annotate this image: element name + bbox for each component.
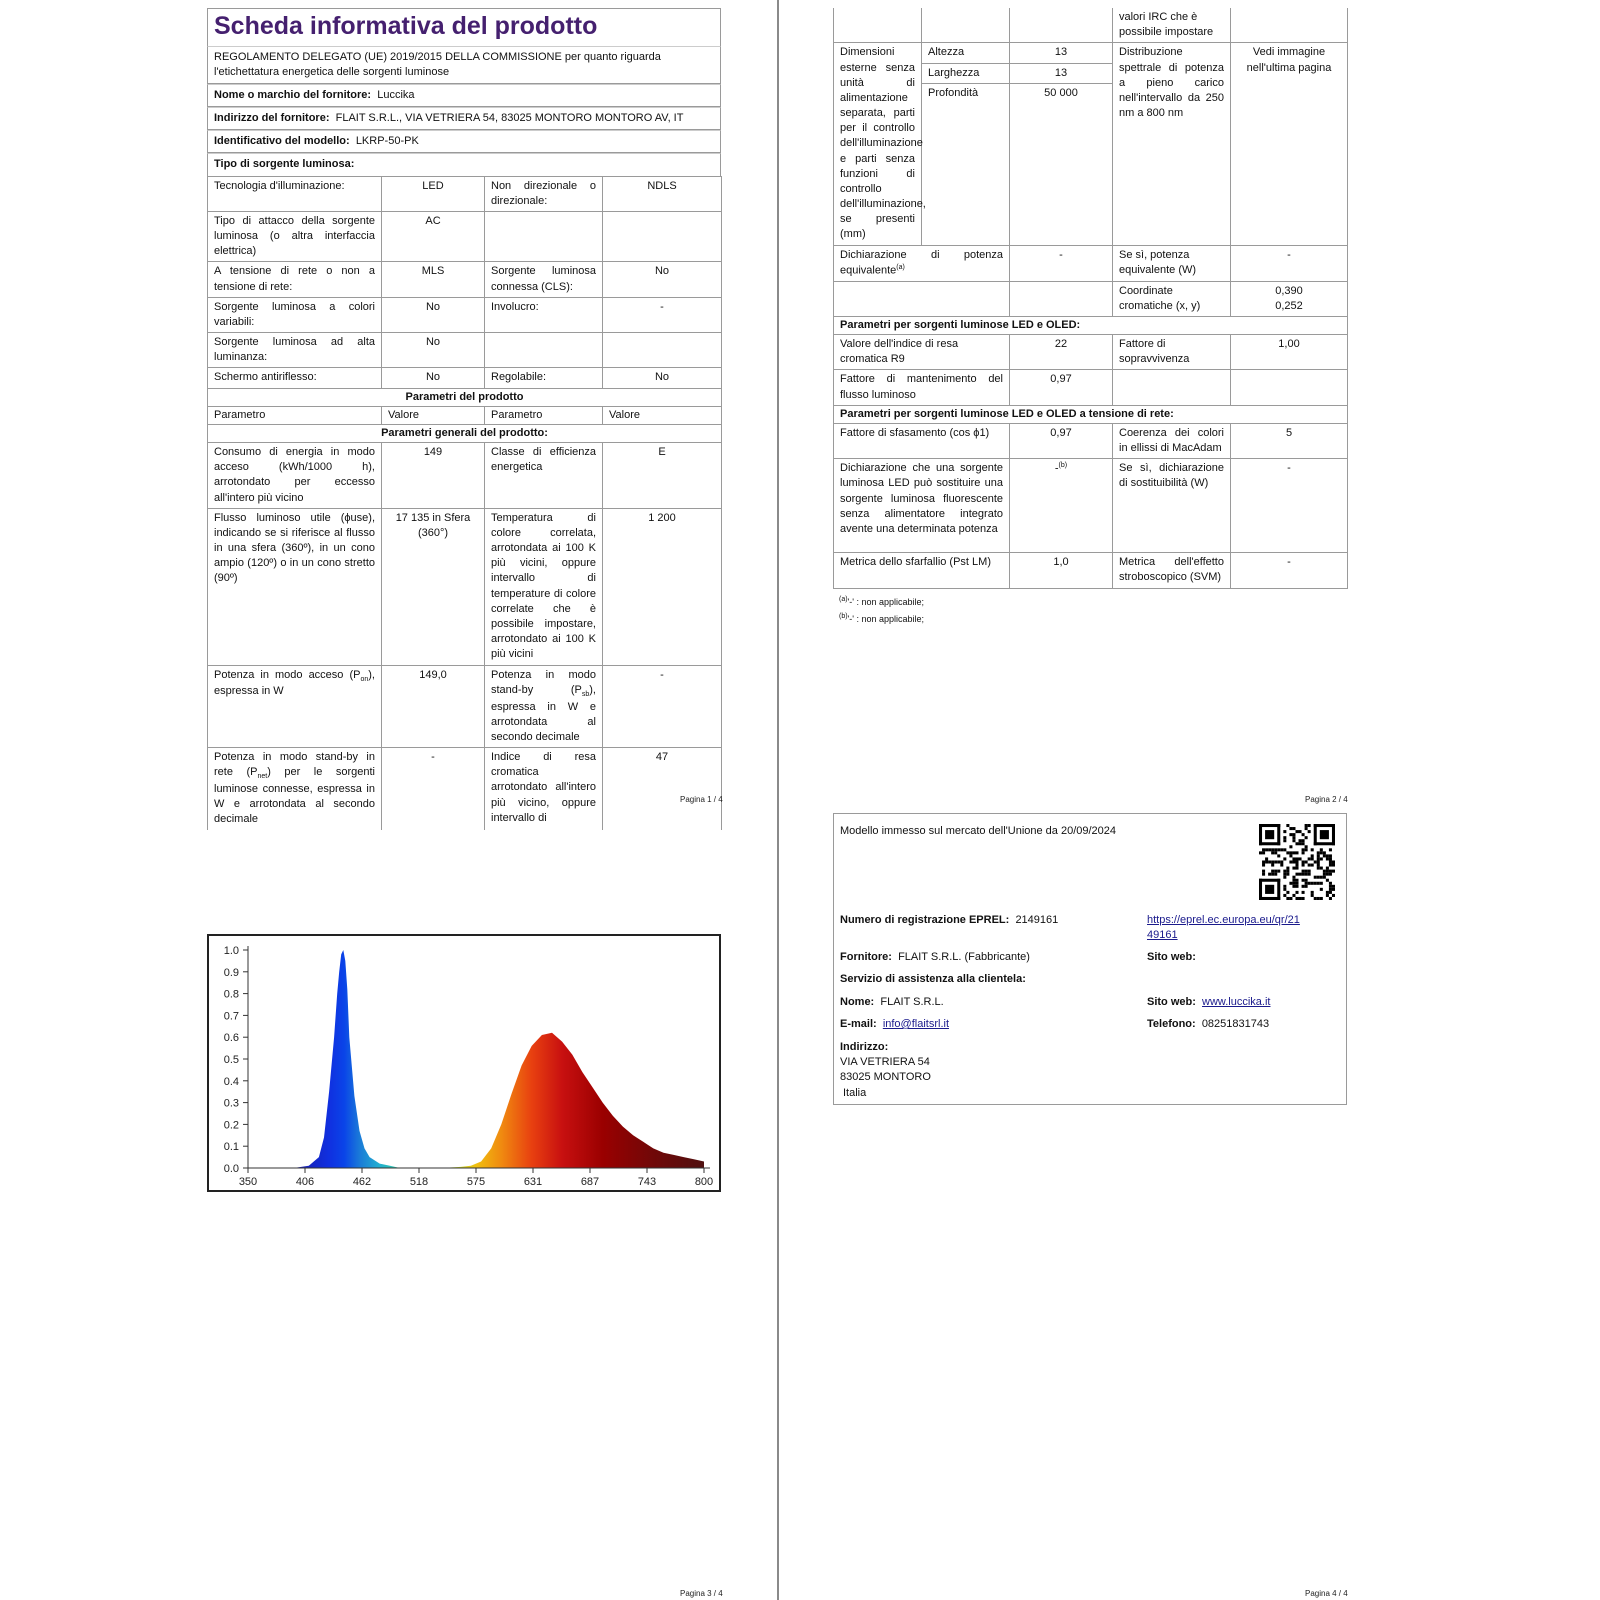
name-row [840,995,944,1010]
y-tick-label: 0.1 [223,1141,239,1154]
chroma-label: Coordinate cromatiche (x, y) [1113,281,1231,316]
table-row [208,176,722,211]
param-value: No [603,262,722,297]
x-tick-label: 406 [295,1176,315,1188]
page-4-box [833,813,1347,1105]
address-line: Italia [843,1086,867,1099]
website2-label: Sito web: [1147,996,1196,1008]
y-tick-label: 0.9 [223,966,239,979]
param-label: Temperatura di colore correlata, arrotondata ai 100 K più vicini, oppure intervallo di temperature di colore correlate che è possibile impostare, arrotondato ai 100 K più vicini [485,508,603,665]
dim-value: 13 [1010,43,1113,63]
cri-continued: valori IRC che è possibile impostare [1113,8,1231,43]
y-tick-label: 0.6 [223,1032,239,1045]
footnote-a: $^{(a)}$'-' : non applicabile; [839,595,925,607]
address-block [840,1040,931,1101]
param-value: 149 [382,443,485,509]
page-1 [207,8,721,830]
param-value: No [382,333,485,368]
param-value: E [603,443,722,509]
param-label: Flusso luminoso utile (ϕuse), indicando se si riferisce al flusso in una sfera (360º), in un cono ampio (120º) o in un cono stretto (90º) [208,508,382,665]
supplier-value: FLAIT S.R.L. (Fabbricante) [898,951,1030,963]
footnote-b: $^{(b)}$'-' : non applicabile; [839,613,925,625]
table-row [208,508,722,665]
qr-code-icon [1259,824,1335,900]
pnet-label: Potenza in modo stand-by in rete $(P_{net})$ per le sorgenti luminose connesse, espressa in W e arrotondata al secondo decimale [208,748,382,830]
model-label: Identificativo del modello: [214,135,350,148]
y-tick-label: 0.0 [223,1163,239,1175]
replacement-w-label: Se sì, dichiarazione di sostituibilità (W) [1113,459,1231,553]
param-value: No [382,297,485,332]
model-row [207,130,721,153]
svm-value: - [1231,553,1348,588]
param-label: Tipo di attacco della sorgente luminosa (o altra interfaccia elettrica) [208,211,382,262]
regulation-text: REGOLAMENTO DELEGATO (UE) 2019/2015 DELLA COMMISSIONE per quanto riguarda l'etichettatura energetica delle sorgenti luminose [207,46,721,84]
y-tick-label: 0.4 [223,1075,239,1088]
table-row [208,443,722,509]
power-factor-label: Fattore di sfasamento (cos ϕ1) [834,423,1010,458]
page-2 [833,8,1347,625]
model-value: LKRP-50-PK [355,135,419,148]
param-value: 1 200 [603,508,722,665]
website-link[interactable]: www.luccika.it [1202,996,1271,1008]
page-number-2: Pagina 2 / 4 [1305,795,1348,804]
spd-value: Vedi immagine nell'ultima pagina [1231,43,1348,245]
param-label: Consumo di energia in modo acceso (kWh/1000 h), arrotondato per eccesso all'intero più vicino [208,443,382,509]
customer-service-label: Servizio di assistenza alla clientela: [840,973,1026,985]
email-row [840,1017,949,1032]
param-label [485,333,603,368]
param-label: Tecnologia d'illuminazione: [208,176,382,211]
eprel-label: Numero di registrazione EPREL: [840,914,1010,926]
param-label: Classe di efficienza energetica [485,443,603,509]
supplier-row [840,950,1030,965]
email-label: E-mail: [840,1018,877,1030]
supplier-label: Nome o marchio del fornitore: [214,88,372,101]
col-header: Valore [603,406,722,424]
page-title: Scheda informativa del prodotto [207,8,721,46]
psb-label: Potenza in modo stand-by $(P_{sb})$, espressa in W e arrotondata al secondo decimale [485,665,603,748]
param-value [603,211,722,262]
table-row [208,748,722,830]
param-label: Regolabile: [485,368,603,388]
page-number-4: Pagina 4 / 4 [1305,1589,1348,1598]
table-row [208,211,722,262]
pon-label: Potenza in modo acceso $(P_{on})$, espressa in W [208,665,382,748]
param-label: Sorgente luminosa a colori variabili: [208,297,382,332]
equiv-w-value: - [1231,245,1348,281]
param-value: No [603,368,722,388]
dimensions-label: Dimensioni esterne senza unità di alimentazione separata, parti per il controllo dell'illuminazione e parti senza funzioni di controllo dell'illuminazione, se presenti (mm) [834,43,922,245]
x-tick-label: 462 [352,1176,372,1188]
y-tick-label: 0.5 [223,1054,239,1066]
param-value: - [603,297,722,332]
mains-params-title: Parametri per sorgenti luminose LED e OLED a tensione di rete: [834,405,1348,423]
spectrum-chart [207,934,721,1192]
column-headers [208,406,722,424]
equiv-label: Dichiarazione di potenza equivalente$^{(a)}$ [834,245,1010,281]
param-label: A tensione di rete o non a tensione di rete: [208,262,382,297]
power-factor-value: 0,97 [1010,423,1113,458]
product-table-continued [833,8,1348,589]
led-params-title: Parametri per sorgenti luminose LED e OLED: [834,316,1348,334]
y-tick-label: 0.3 [223,1097,239,1110]
website2-row [1147,995,1270,1010]
market-date-text: Modello immesso sul mercato dell'Unione da 20/09/2024 [840,825,1117,837]
table-row [208,297,722,332]
address-label: Indirizzo: [840,1041,889,1053]
param-value: MLS [382,262,485,297]
page-number-3: Pagina 3 / 4 [680,1589,723,1598]
eprel-link[interactable]: https://eprel.ec.europa.eu/qr/21 49161 [1147,914,1300,942]
address-value: FLAIT S.R.L., VIA VETRIERA 54, 83025 MONTORO MONTORO AV, IT [335,112,684,125]
address-line: VIA VETRIERA 54 [840,1056,930,1069]
param-value: 17 135 in Sfera (360°) [382,508,485,665]
maintenance-label: Fattore di mantenimento del flusso luminoso [834,370,1010,405]
name-value: FLAIT S.R.L. [880,996,944,1008]
supplier-label: Fornitore: [840,951,892,963]
eprel-value: 2149161 [1015,914,1059,926]
page-divider [777,0,779,1600]
param-value: AC [382,211,485,262]
param-label [485,211,603,262]
y-tick-label: 0.2 [223,1119,239,1132]
pon-value: 149,0 [382,665,485,748]
supplier-value: Luccika [377,88,415,101]
y-tick-label: 1.0 [223,945,239,957]
col-header: Valore [382,406,485,424]
r9-value: 22 [1010,335,1113,370]
cri-label: Indice di resa cromatica arrotondato all'intero più vicino, oppure intervallo di [485,748,603,830]
spectrum-area [294,950,704,1168]
col-header: Parametro [485,406,603,424]
dim-value: 50 000 [1010,84,1113,246]
product-table [207,176,722,830]
dim-name: Larghezza [922,63,1010,83]
param-label: Schermo antiriflesso: [208,368,382,388]
param-label: Sorgente luminosa connessa (CLS): [485,262,603,297]
chroma-value: 0,390 0,252 [1231,281,1348,316]
y-tick-label: 0.8 [223,988,239,1001]
page-number-1: Pagina 1 / 4 [680,795,723,804]
x-tick-label: 350 [238,1176,258,1188]
name-label: Nome: [840,996,875,1008]
equiv-w-label: Se sì, potenza equivalente (W) [1113,245,1231,281]
survival-value: 1,00 [1231,335,1348,370]
psb-value: - [603,665,722,748]
col-header: Parametro [208,406,382,424]
param-label: Involucro: [485,297,603,332]
replacement-label: Dichiarazione che una sorgente luminosa LED può sostituire una sorgente luminosa fluorescente senza alimentatore integrato avente una determinata potenza [834,459,1010,553]
param-value [603,333,722,368]
spd-label: Distribuzione spettrale di potenza a pieno carico nell'intervallo da 250 nm a 800 nm [1113,43,1231,245]
flicker-label: Metrica dello sfarfallio (Pst LM) [834,553,1010,588]
table-row [208,333,722,368]
supplier-row [207,84,721,107]
phone-label: Telefono: [1147,1018,1196,1030]
dim-name: Altezza [922,43,1010,63]
eprel-row [840,913,1058,928]
param-value: No [382,368,485,388]
macadam-value: 5 [1231,423,1348,458]
cri-value: 47 [603,748,722,830]
param-label: Non direzionale o direzionale: [485,176,603,211]
x-tick-label: 575 [466,1176,486,1188]
param-value: NDLS [603,176,722,211]
phone-row [1147,1017,1269,1032]
email-link[interactable]: info@flaitsrl.it [882,1018,949,1030]
address-line: 83025 MONTORO [840,1071,931,1084]
flicker-value: 1,0 [1010,553,1113,588]
r9-label: Valore dell'indice di resa cromatica R9 [834,335,1010,370]
general-params-title: Parametri generali del prodotto: [208,424,722,442]
x-tick-label: 687 [580,1176,600,1188]
dim-value: 13 [1010,63,1113,83]
website-label: Sito web: [1147,951,1196,963]
dim-name: Profondità [922,84,1010,246]
equiv-value: - [1010,245,1113,281]
param-label: Sorgente luminosa ad alta luminanza: [208,333,382,368]
source-type-label: Tipo di sorgente luminosa: [207,153,721,175]
y-tick-label: 0.7 [223,1010,239,1023]
table-row [208,665,722,748]
pnet-value: - [382,748,485,830]
macadam-label: Coerenza dei colori in ellissi di MacAdam [1113,423,1231,458]
x-tick-label: 631 [523,1176,543,1188]
replacement-value: -$^{(b)}$ [1010,459,1113,553]
address-label: Indirizzo del fornitore: [214,112,330,125]
replacement-w-value: - [1231,459,1348,553]
address-row [207,107,721,130]
x-tick-label: 743 [637,1176,657,1188]
phone-value: 08251831743 [1201,1018,1270,1030]
table-row [208,368,722,388]
maintenance-value: 0,97 [1010,370,1113,405]
param-value: LED [382,176,485,211]
table-row [208,262,722,297]
x-tick-label: 518 [409,1176,429,1188]
svm-label: Metrica dell'effetto stroboscopico (SVM) [1113,553,1231,588]
survival-label: Fattore di sopravvivenza [1113,335,1231,370]
params-title: Parametri del prodotto [208,388,722,406]
spectrum-chart-svg [209,936,719,1190]
x-tick-label: 800 [694,1176,714,1188]
